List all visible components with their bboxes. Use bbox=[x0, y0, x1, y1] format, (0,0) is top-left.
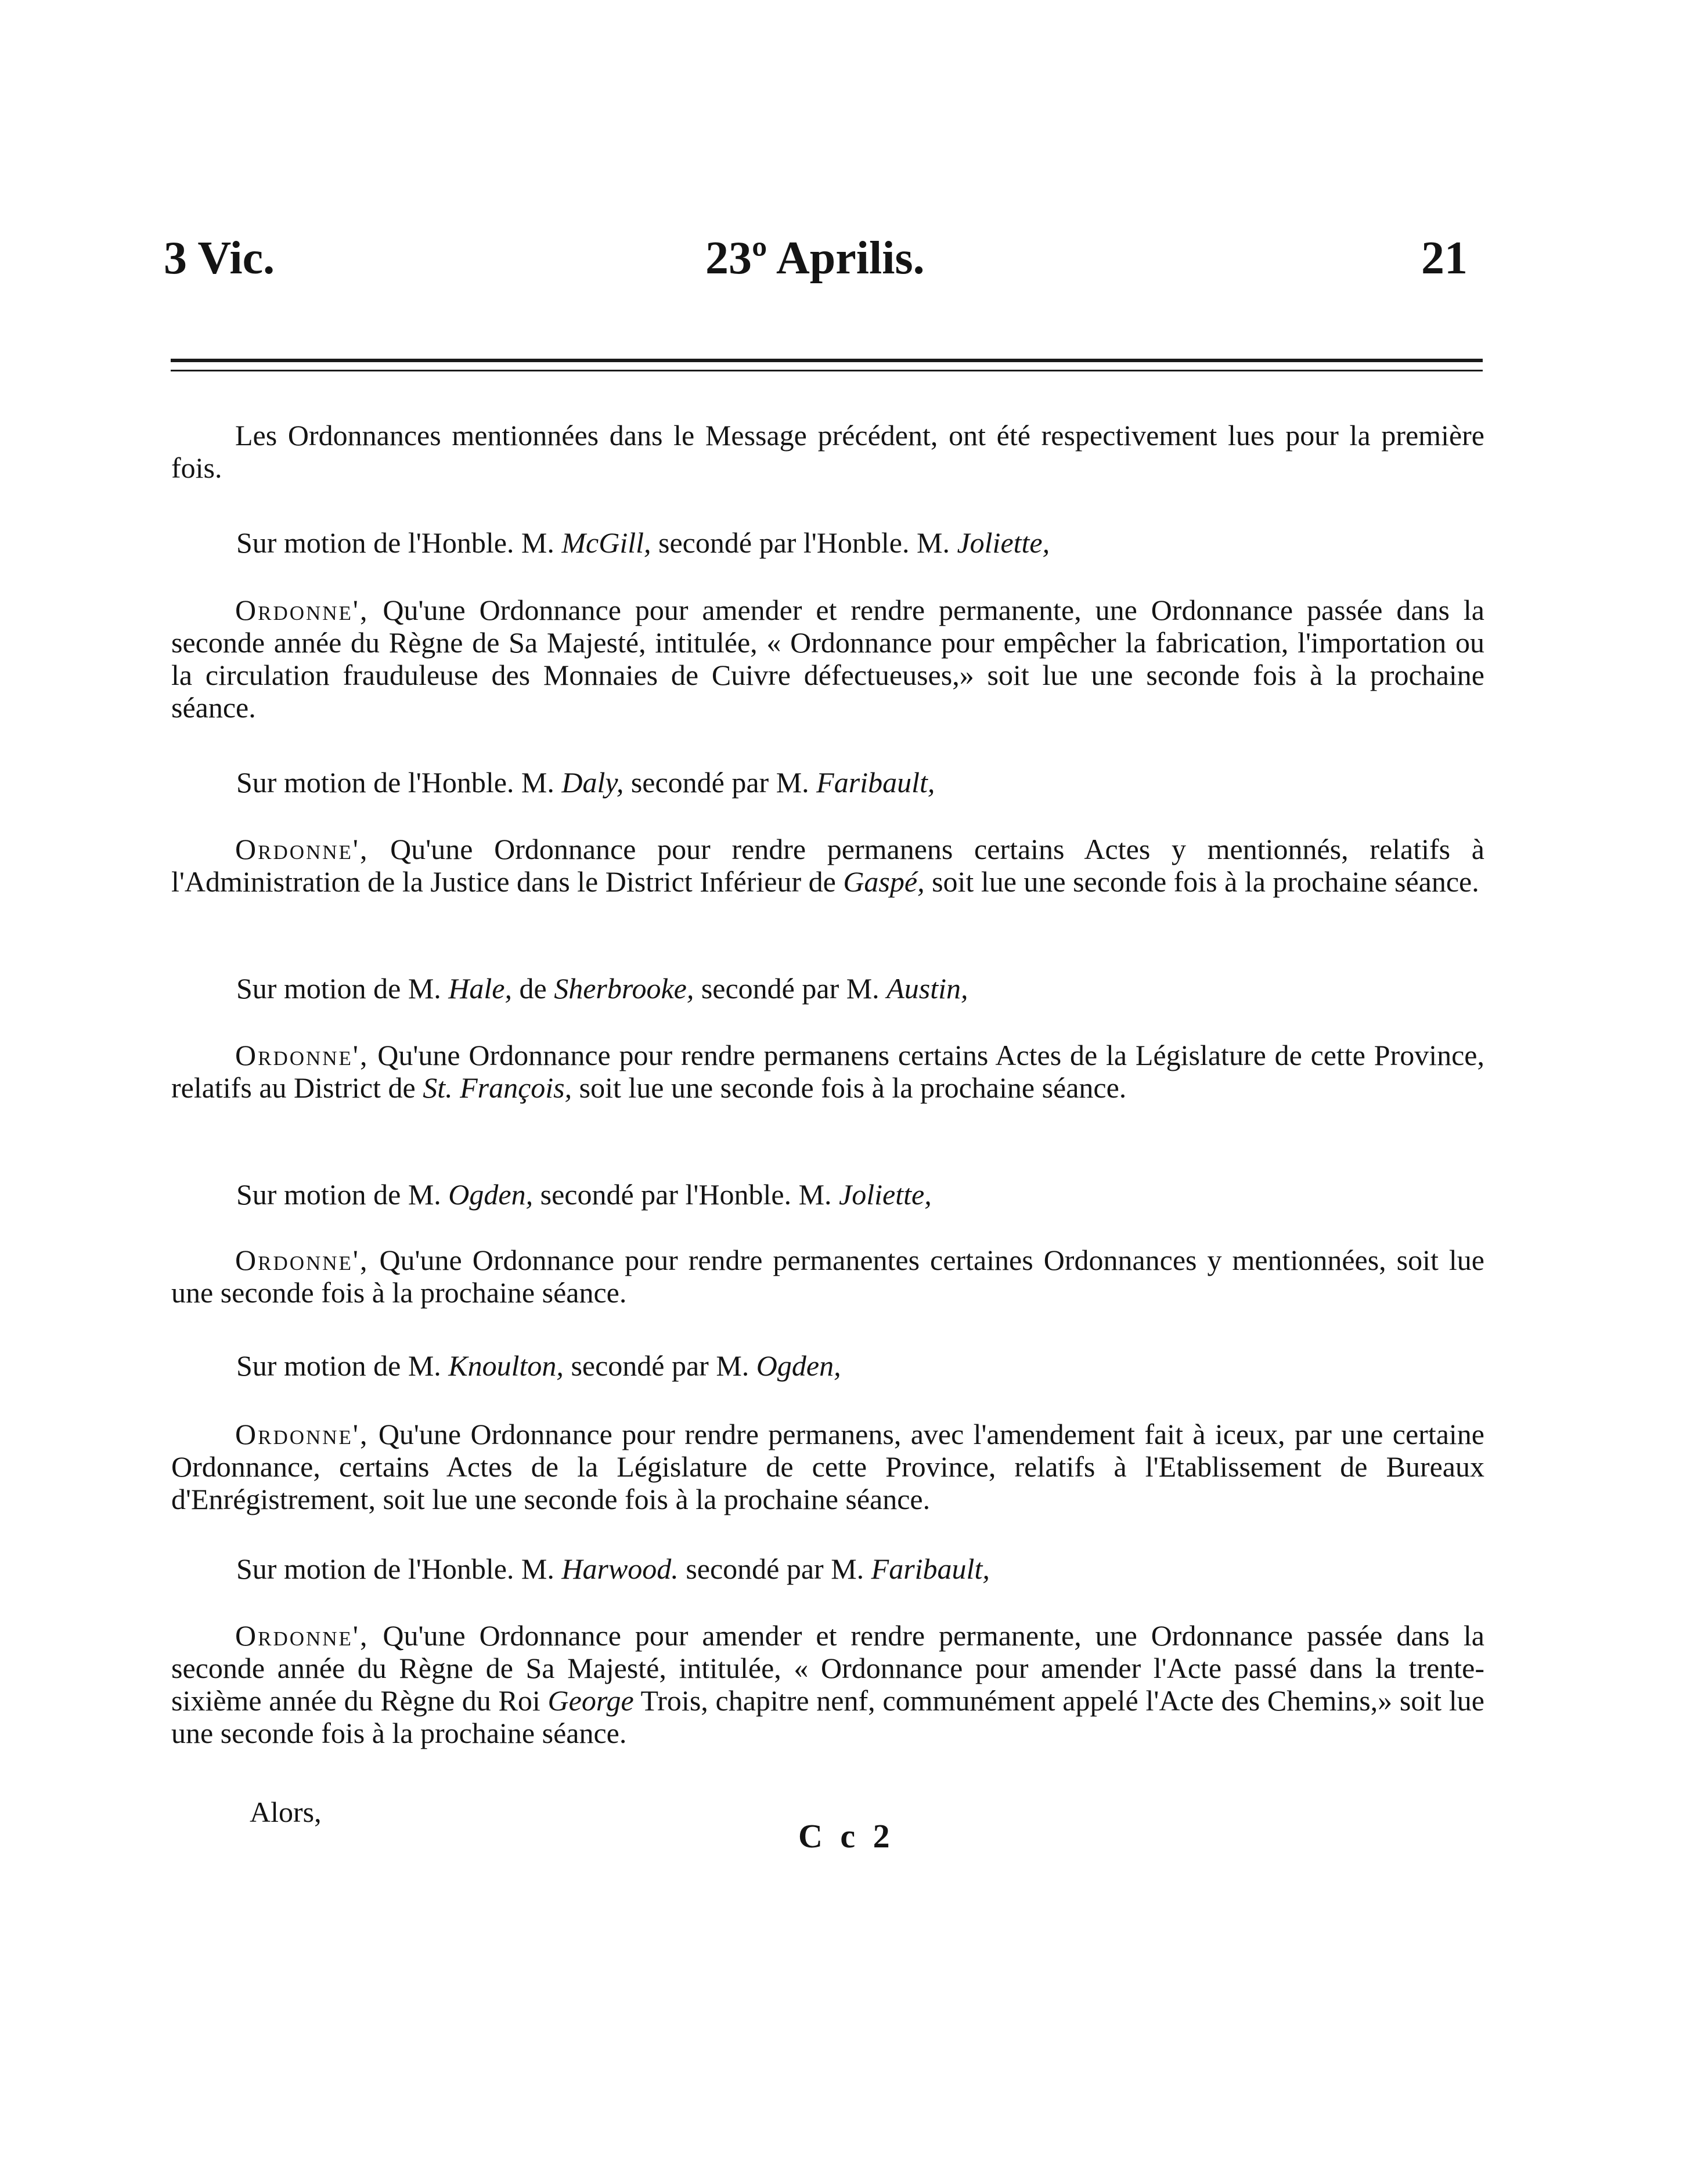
mover-name: Daly, bbox=[561, 766, 624, 799]
seconder-name: Faribault, bbox=[816, 766, 935, 799]
intro-text: Les Ordonnances mentionnées dans le Message précédent, ont été respectivement lues pour la première fois. bbox=[171, 419, 1484, 484]
mover-prefix: Sur motion de l'Honble. M. bbox=[236, 526, 562, 559]
seconder-prefix: secondé par M. bbox=[694, 972, 887, 1005]
motion-line-2 bbox=[236, 766, 935, 799]
order-text: Qu'une Ordonnance pour rendre permanens certains Actes y mentionnés, relatifs à l'Administration de la Justice dans le District Inférieur de bbox=[171, 833, 1484, 898]
seconder-name: Ogden, bbox=[756, 1349, 841, 1382]
running-head-regnal-year: 3 Vic. bbox=[164, 233, 275, 284]
motion-line-1 bbox=[236, 526, 1050, 559]
mover-name: McGill, bbox=[561, 526, 651, 559]
king-name: George bbox=[547, 1684, 634, 1717]
mover-name: Harwood. bbox=[561, 1553, 679, 1585]
place-name: Gaspé, bbox=[843, 865, 925, 898]
mover-name: Ogden, bbox=[448, 1178, 534, 1211]
mover-prefix: Sur motion de l'Honble. M. bbox=[236, 1553, 562, 1585]
order-label: Ordonne', bbox=[235, 1418, 369, 1450]
order-label: Ordonne', bbox=[235, 1039, 369, 1071]
mover-name: Hale, bbox=[448, 972, 512, 1005]
mover-prefix: Sur motion de M. bbox=[236, 1178, 449, 1211]
seconder-prefix: secondé par M. bbox=[624, 766, 817, 799]
seconder-prefix: secondé par M. bbox=[563, 1349, 756, 1382]
seconder-name: Joliette, bbox=[957, 526, 1050, 559]
order-paragraph-4 bbox=[171, 1244, 1484, 1309]
mover-prefix: Sur motion de M. bbox=[236, 1349, 449, 1382]
order-label: Ordonne', bbox=[235, 594, 369, 626]
order-label: Ordonne', bbox=[235, 833, 369, 865]
order-text: soit lue une seconde fois à la prochaine séance. bbox=[572, 1071, 1127, 1104]
seconder-name: Joliette, bbox=[839, 1178, 932, 1211]
order-text: Qu'une Ordonnance pour rendre permanentes certaines Ordonnances y mentionnées, soit lue une seconde fois à la prochaine séance. bbox=[171, 1244, 1484, 1309]
mover-prefix: Sur motion de M. bbox=[236, 972, 449, 1005]
mover-name: Knoulton, bbox=[448, 1349, 564, 1382]
header-rule-thin bbox=[171, 370, 1483, 371]
seconder-name: Austin, bbox=[886, 972, 968, 1005]
connector: de bbox=[512, 972, 554, 1005]
order-label: Ordonne', bbox=[235, 1619, 369, 1652]
order-text: Trois, chapitre nenf, communément appelé l'Acte des Chemins,» soit lue une seconde fois à la prochaine séance. bbox=[171, 1684, 1484, 1749]
seconder-prefix: secondé par M. bbox=[678, 1553, 871, 1585]
mover-prefix: Sur motion de l'Honble. M. bbox=[236, 766, 562, 799]
header-rule-thick bbox=[171, 359, 1483, 362]
seconder-prefix: secondé par l'Honble. M. bbox=[651, 526, 957, 559]
order-text: Qu'une Ordonnance pour amender et rendre permanente, une Ordonnance passée dans la seconde année du Règne de Sa Majesté, intitulée, « Ordonnance pour amender l'Acte passé dans la trente-sixième année du Règne du Roi bbox=[171, 1619, 1484, 1717]
motion-line-6 bbox=[236, 1553, 990, 1585]
page-number: 21 bbox=[1421, 233, 1468, 284]
place-name: St. François, bbox=[423, 1071, 572, 1104]
order-paragraph-1 bbox=[171, 594, 1484, 724]
seconder-prefix: secondé par l'Honble. M. bbox=[533, 1178, 839, 1211]
seconder-name: Faribault, bbox=[871, 1553, 990, 1585]
order-paragraph-6 bbox=[171, 1619, 1484, 1749]
motion-line-3 bbox=[236, 972, 968, 1005]
order-paragraph-2 bbox=[171, 833, 1484, 898]
motion-line-5 bbox=[236, 1349, 841, 1382]
order-label: Ordonne', bbox=[235, 1244, 369, 1276]
signature-mark: C c 2 bbox=[798, 1817, 895, 1855]
motion-line-4 bbox=[236, 1178, 932, 1211]
mover-place: Sherbrooke, bbox=[554, 972, 694, 1005]
order-text: soit lue une seconde fois à la prochaine séance. bbox=[924, 865, 1479, 898]
running-head-date: 23º Aprilis. bbox=[705, 233, 925, 284]
order-paragraph-3 bbox=[171, 1039, 1484, 1104]
order-text: Qu'une Ordonnance pour amender et rendre permanente, une Ordonnance passée dans la seconde année du Règne de Sa Majesté, intitulée, « Ordonnance pour empêcher la fabrication, l'importation ou la circulation frauduleuse des Monnaies de Cuivre défectueuses,» soit lue une seconde fois à la prochaine séance. bbox=[171, 594, 1484, 724]
order-paragraph-5 bbox=[171, 1418, 1484, 1515]
closing-word: Alors, bbox=[250, 1796, 322, 1828]
order-text: Qu'une Ordonnance pour rendre permanens, avec l'amendement fait à iceux, par une certaine Ordonnance, certains Actes de la Législature de cette Province, relatifs à l'Etablissement de Bureaux d'Enrégistrement, soit lue une seconde fois à la prochaine séance. bbox=[171, 1418, 1484, 1515]
intro-paragraph bbox=[171, 419, 1484, 484]
order-text: Qu'une Ordonnance pour rendre permanens certains Actes de la Législature de cette Province, relatifs au District de bbox=[171, 1039, 1484, 1104]
